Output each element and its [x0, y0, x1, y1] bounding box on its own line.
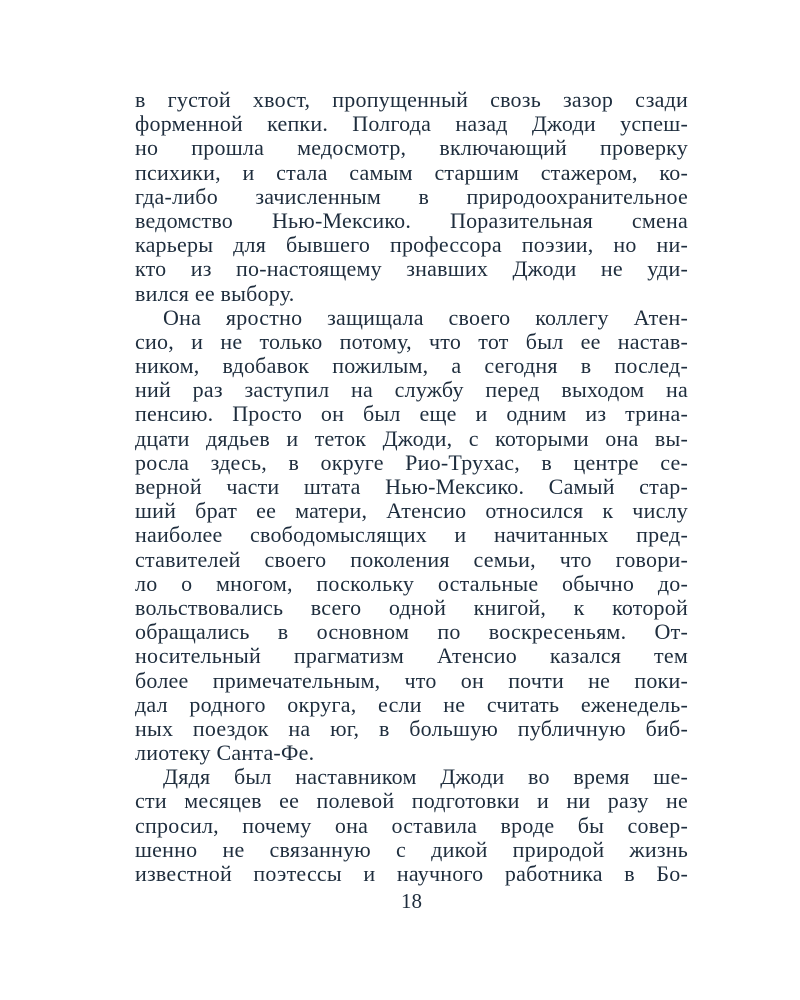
text-line: шенно не связанную с дикой природой жизнь: [135, 836, 688, 862]
text-line: ло о многом, поскольку остальные обычно до-: [135, 570, 688, 596]
text-line: пенсию. Просто он был еще и одним из трина-: [135, 401, 688, 427]
text-line: носительный прагматизм Атенсио казался тем: [135, 643, 688, 669]
text-line: более примечательным, что он почти не поки-: [135, 667, 688, 693]
text-line: ший брат ее матери, Атенсио относился к числу: [135, 498, 688, 524]
text-line: росла здесь, в округе Рио-Трухас, в центре се-: [135, 449, 688, 475]
text-line: ставителей своего поколения семьи, что говори-: [135, 546, 688, 572]
text-line: сио, и не только потому, что тот был ее настав-: [135, 328, 688, 354]
text-line: ных поездок на юг, в большую публичную биб-: [135, 715, 688, 741]
text-line: наиболее свободомыслящих и начитанных пред-: [135, 522, 688, 548]
text-line: психики, и стала самым старшим стажером, ко-: [135, 159, 688, 185]
text-line: дал родного округа, если не считать еженедель-: [135, 691, 688, 717]
text-line: гда-либо зачисленным в природоохранительное: [135, 183, 688, 209]
text-line: вольствовались всего одной книгой, к которой: [135, 594, 688, 620]
text-line: Дядя был наставником Джоди во время ше-: [163, 764, 688, 790]
text-line: вился ее выбору.: [135, 280, 295, 306]
text-line: дцати дядьев и теток Джоди, с которыми она вы-: [135, 425, 688, 451]
text-line: ведомство Нью-Мексико. Поразительная смена: [135, 207, 688, 233]
text-line: карьеры для бывшего профессора поэзии, но ни-: [135, 232, 688, 258]
text-line: лиотеку Санта-Фе.: [135, 740, 315, 766]
text-line: сти месяцев ее полевой подготовки и ни разу не: [135, 788, 688, 814]
page-text: [135, 88, 688, 886]
text-line: верной части штата Нью-Мексико. Самый стар-: [135, 474, 688, 499]
text-line: ником, вдобавок пожилым, а сегодня в послед-: [135, 353, 688, 379]
text-line: но прошла медосмотр, включающий проверку: [135, 135, 688, 161]
text-line: кто из по-настоящему знавших Джоди не уди-: [135, 256, 688, 282]
text-line: ний раз заступил на службу перед выходом на: [135, 377, 688, 403]
text-line: известной поэтессы и научного работника в Бо-: [135, 861, 688, 886]
text-line: форменной кепки. Полгода назад Джоди успеш-: [135, 111, 688, 137]
text-line: в густой хвост, пропущенный свозь зазор сзади: [135, 87, 688, 112]
text-line: Она яростно защищала своего коллегу Атен-: [163, 304, 688, 330]
text-line: обращались в основном по воскресеньям. От-: [135, 619, 688, 645]
text-line: спросил, почему она оставила вроде бы совер-: [135, 812, 688, 838]
page-number: 18: [401, 889, 422, 913]
